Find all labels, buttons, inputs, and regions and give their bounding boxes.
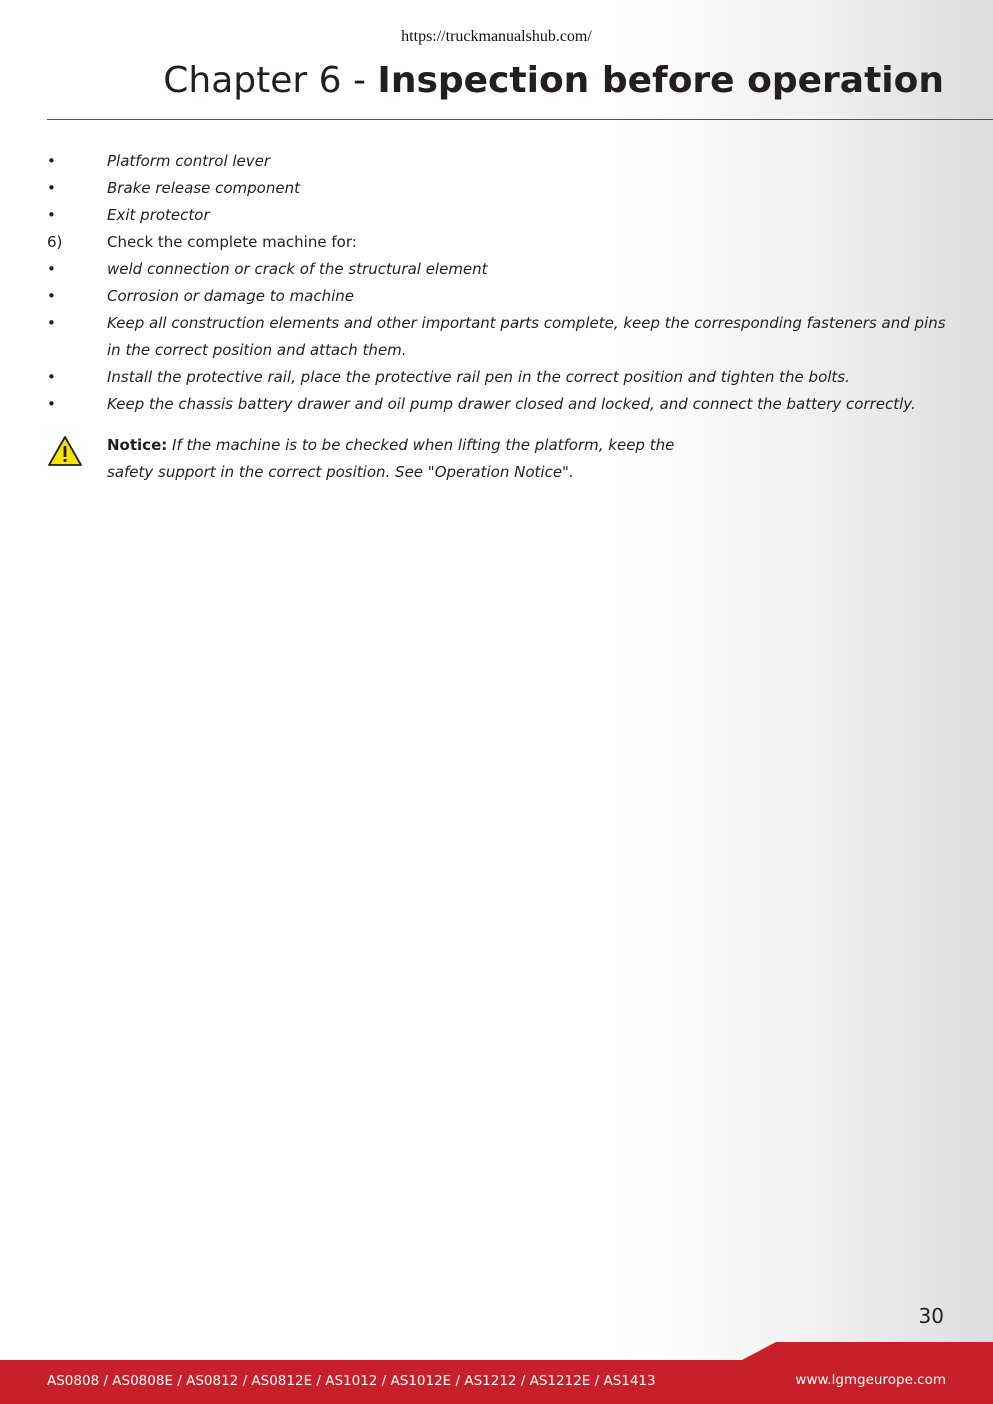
list-item — [47, 364, 947, 391]
list-item-text: Install the protective rail, place the protective rail pen in the correct position and tighten the bolts. — [107, 368, 850, 386]
footer-model-list: AS0808 / AS0808E / AS0812 / AS0812E / AS1012 / AS1012E / AS1212 / AS1212E / AS1413 — [47, 1373, 656, 1389]
chapter-title — [163, 60, 944, 101]
notice-label: Notice: — [107, 436, 168, 454]
list-item — [47, 283, 947, 310]
page-number: 30 — [918, 1304, 944, 1328]
list-item-text: weld connection or crack of the structural element — [107, 260, 488, 278]
notice-line-1 — [107, 432, 947, 459]
bullet-marker: • — [47, 287, 56, 305]
list-item — [47, 175, 947, 202]
chapter-name: Inspection before operation — [377, 60, 944, 101]
list-item — [47, 256, 947, 283]
bullet-marker: • — [47, 260, 56, 278]
bullet-marker: • — [47, 179, 56, 197]
list-item-text: Keep the chassis battery drawer and oil pump drawer closed and locked, and connect the battery correctly. — [107, 395, 916, 413]
list-item — [47, 202, 947, 229]
notice-text: If the machine is to be checked when lifting the platform, keep the — [172, 436, 675, 454]
list-item-text: Keep all construction elements and other important parts complete, keep the corresponding fasteners and pins in the correct position and attach them. — [107, 314, 946, 359]
footer-website: www.lgmgeurope.com — [795, 1372, 946, 1388]
numbered-step — [47, 229, 947, 256]
chapter-prefix: Chapter 6 - — [163, 60, 378, 101]
notice-line-2: safety support in the correct position. See "Operation Notice". — [107, 463, 574, 481]
list-item — [47, 310, 947, 364]
list-item-text: Platform control lever — [107, 152, 271, 170]
source-url: https://truckmanualshub.com/ — [401, 28, 592, 45]
list-item — [47, 148, 947, 175]
bullet-marker: • — [47, 368, 56, 386]
list-item-text: Exit protector — [107, 206, 210, 224]
bullet-marker: • — [47, 395, 56, 413]
bullet-marker: • — [47, 152, 56, 170]
title-divider — [47, 119, 993, 120]
list-item — [47, 391, 947, 418]
notice-block — [47, 432, 947, 486]
bullet-marker: • — [47, 206, 56, 224]
warning-triangle-icon — [47, 435, 83, 467]
step-text: Check the complete machine for: — [107, 233, 357, 251]
bullet-marker: • — [47, 314, 56, 332]
content-body — [47, 148, 947, 486]
footer-bar — [0, 1340, 993, 1404]
list-item-text: Brake release component — [107, 179, 300, 197]
step-number: 6) — [47, 233, 63, 251]
list-item-text: Corrosion or damage to machine — [107, 287, 355, 305]
